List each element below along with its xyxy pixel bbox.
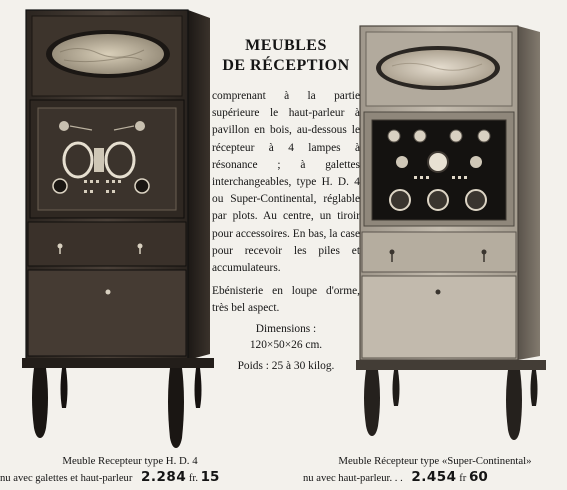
price-cents: 15 bbox=[200, 469, 220, 485]
heading-line-1: MEUBLES bbox=[245, 37, 327, 54]
cabinet-super-continental-image bbox=[356, 24, 556, 444]
dimensions-label: Dimensions : bbox=[255, 323, 317, 336]
weight-text: Poids : 25 à 30 kilog. bbox=[237, 360, 335, 373]
price-unit: fr bbox=[459, 473, 467, 484]
ebenisterie-text: Ebénisterie en loupe d'orme, très bel aspect. bbox=[212, 285, 360, 315]
product-title: Meuble Récepteur type «Super-Continental» bbox=[338, 455, 532, 467]
product-price-line bbox=[303, 468, 567, 488]
product-title: Meuble Recepteur type H. D. 4 bbox=[62, 455, 198, 467]
dimensions-value: 120×50×26 cm. bbox=[249, 339, 323, 352]
description-column bbox=[212, 36, 360, 374]
product-price: 2.454 bbox=[411, 469, 457, 485]
product-detail: nu avec galettes et haut-parleur bbox=[0, 473, 133, 484]
price-unit: fr. bbox=[188, 473, 198, 484]
product-price-line bbox=[0, 468, 260, 488]
product-caption-super-continental bbox=[303, 455, 567, 488]
cabinet-hd4-image bbox=[20, 8, 220, 456]
heading bbox=[212, 36, 360, 76]
description-text: comprenant à la partie supérieure le haut-parleur à pavillon en bois, au-dessous le récepteur à 4 lampes à résonance ; à galettes interchangeables, type H. D. 4 ou Super-Continental, réglable par plots. Au centre, un tiroir pour accessoires. En bas, la case pour recevoir les piles et accumulateurs. bbox=[212, 90, 360, 275]
product-caption-hd4 bbox=[0, 455, 260, 488]
product-price: 2.284 bbox=[141, 469, 187, 485]
product-detail: nu avec haut-parleur. . . bbox=[303, 473, 403, 484]
price-cents: 60 bbox=[468, 469, 488, 485]
heading-line-2: DE RÉCEPTION bbox=[222, 57, 350, 74]
